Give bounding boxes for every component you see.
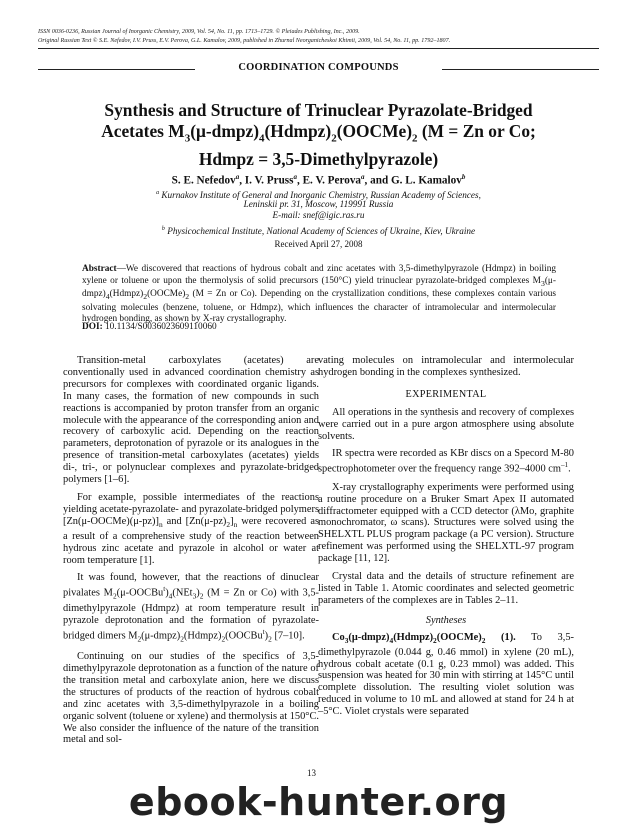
- section-heading-experimental: EXPERIMENTAL: [405, 388, 487, 400]
- author-email: E-mail: snef@igic.ras.ru: [272, 210, 365, 220]
- affiliation-a-address: Leninskii pr. 31, Moscow, 119991 Russia: [243, 199, 394, 209]
- received-date: Received April 27, 2008: [274, 239, 363, 249]
- paragraph: Continuing on our studies of the specifics of 3,5-dimethylpyrazole deprotonation as a function of the nature of the transition metal and carboxylate anion, here we discuss the structures of products of the reaction of hydrous cobalt and zinc acetates with 3,5-dimethylpyrazole in a boiling organic solvent (toluene or xylene) and thermolysis at 150°C. We also consider the influence of the nature of the transition metal and sol-: [63, 651, 319, 746]
- author: S. E. Nefedov: [171, 174, 236, 187]
- doi-line: DOI: 10.1134/S0036023609110060: [82, 322, 217, 332]
- author: E. V. Perova: [302, 174, 362, 187]
- subheading-syntheses: Syntheses: [425, 614, 467, 626]
- author-list: S. E. Nefedov$^a$, I. V. Pruss$^a$, E. V. Perova$^a$, and G. L. Kamalov$^b$: [171, 173, 466, 187]
- abstract-label: Abstract: [82, 264, 117, 274]
- author: G. L. Kamalov: [390, 174, 462, 187]
- paragraph: All operations in the synthesis and recovery of complexes were carried out in a pure argon atmosphere using absolute solvents.: [318, 406, 574, 442]
- paragraph: vating molecules on intramolecular and intermolecular hydrogen bonding in the complexes synthesized.: [318, 355, 574, 378]
- journal-issn-line: ISSN 0036-0236, Russian Journal of Inorganic Chemistry, 2009, Vol. 54, No. 11, pp. 1713–1729. © Pleiades Publishing, Inc., 2009.: [38, 29, 360, 35]
- original-text-line: Original Russian Text © S.E. Nefedov, I.V. Pruss, E.V. Perova, G.L. Kamalov, 2009, published in Zhurnal Neorganicheskoi Khimii, 2009, Vol. 54, No. 11, pp. 1792–1807.: [38, 38, 451, 44]
- paragraph: $Co_3(\mu-dmpz)_4(Hdmpz)_2(OOCMe)_2$ (1). To 3,5-dimethylpyrazole (0.044 g, 0.46 mmol) in xylene (20 mL), hydrous cobalt acetate (0.1 g, 0.23 mmol) was added. This suspension was heated for 30 min with stirring at 145°C until complete dissolution. The resulting violet solution was reduced in volume to 10 mL and allowed at stand for 24 h at –5°C. Violet crystals were separated: [318, 631, 574, 718]
- paragraph: X-ray crystallography experiments were performed using a routine procedure on a Bruker Smart Apex II automated diffractometer equipped with a CCD detector (λMo, graphite monochromator, ω scans). Structures were solved using the SHELXTL PLUS program package (a PC version). Structure refinement was performed using the SHELXTL-97 program package [11, 12].: [318, 481, 574, 565]
- page-number: 13: [307, 768, 316, 778]
- paragraph: Transition-metal carboxylates (acetates) are conventionally used in advanced coordination chemistry as precursors for complexes with coordinated organic ligands. In many cases, the formation of new compounds in such reactions is accompanied by proton transfer from an organic molecule with the appearance of the corresponding anion and recovery of carboxylic acid. Depending on the reaction parameters, deprotonation of pyrazole or its analogues in the presence of transition-metal carboxylates (acetates) yields di-, tri-, or polynuclear complexes and pyrazolate-bridged polymers [1–6].: [63, 355, 319, 486]
- affiliation-a: $^a$ Kurnakov Institute of General and Inorganic Chemistry, Russian Academy of Sciences,: [156, 190, 481, 201]
- watermark: ebook-hunter.org: [128, 780, 509, 824]
- abstract: Abstract—We discovered that reactions of hydrous cobalt and zinc acetates with 3,5-dimethylpyrazole (Hdmpz) in boiling xylene or toluene or upon the thermolysis of solid precursors (150°C) yield trinuclear pyrazolate-bridged complexes $M_3(\mu-dmpz)_4(Hdmpz)_2(OOCMe)_2$ (M = Zn or Co). Depending on the crystallization conditions, these complexes contain various solvating molecules (benzene, toluene, or Hdmpz), which influences the character of intramolecular and intermolecular hydrogen bonding, as shown by X-ray crystallography.: [82, 264, 556, 325]
- section-heading-bar: [38, 62, 599, 76]
- section-title: COORDINATION COMPOUNDS: [232, 62, 404, 73]
- paragraph: For example, possible intermediates of the reactions yielding acetate-pyrazolate- and pyrazolate-bridged polymers $[Zn(\mu-OOCMe)(\mu-pz)]_n$ and $[Zn(\mu-pz)_2]_n$ were recovered as a result of a comprehensive study of the reaction between hydrous zinc acetate and pyrazole in alcohol or water at room temperature [1].: [63, 491, 319, 566]
- paragraph: IR spectra were recorded as KBr discs on a Specord M-80 spectrophotometer over the frequency range 392–4000 $cm^{-1}$.: [318, 448, 574, 475]
- left-column: [63, 355, 319, 752]
- paragraph: It was found, however, that the reactions of dinuclear pivalates $M_2(\mu-OOCBu^t)_4(NEt_3)_2$ (M = Zn or Co) with 3,5-dimethylpyrazole (Hdmpz) at room temperature result in pyrazole deprotonation and the formation of pyrazolate-bridged dimers $M_2(\mu-dmpz)_2(Hdmpz)_2(OOCBu^t)_2$ [7–10].: [63, 572, 319, 644]
- author: I. V. Pruss: [244, 174, 294, 187]
- right-column: [318, 355, 574, 724]
- affiliation-b: $^b$ Physicochemical Institute, National Academy of Sciences of Ukraine, Kiev, Ukraine: [161, 226, 476, 237]
- doi-value[interactable]: 10.1134/S0036023609110060: [102, 322, 217, 332]
- header-rule: [38, 48, 599, 49]
- article-title: Synthesis and Structure of Trinuclear Pyrazolate-Bridged Acetates $M_3(\mu-dmpz)_4(Hdmpz)_2(OOCMe)_2$ (M = Zn or Co; Hdmpz = 3,5-Dimethylpyrazole): [101, 100, 536, 170]
- paragraph: Crystal data and the details of structure refinement are listed in Table 1. Atomic coordinates and selected geometric parameters of the complexes are in Tables 2–11.: [318, 571, 574, 606]
